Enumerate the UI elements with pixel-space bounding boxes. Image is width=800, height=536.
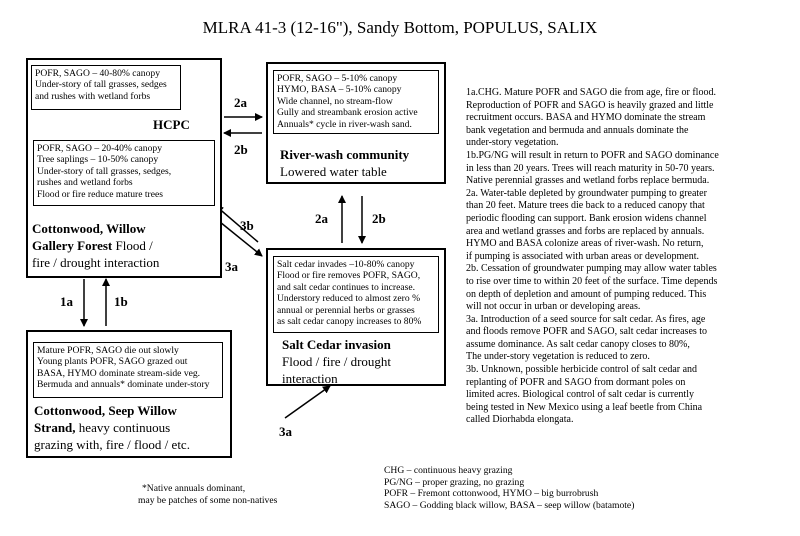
transition-line: if pumping is associated with urban areas or development. [466, 250, 699, 262]
transition-line: replanting of POFR and SAGO from dormant poles on [466, 376, 686, 388]
transitions-description [466, 87, 796, 427]
transition-line: 3b. Unknown, possible herbicide control of salt cedar and [466, 364, 698, 376]
footnote-line-1: *Native annuals dominant, [142, 483, 246, 494]
saltcedar-community-box [273, 256, 439, 333]
footnote-line-2: may be patches of some non-natives [138, 494, 278, 506]
saltcedar-line-4: Understory reduced to almost zero % [277, 293, 421, 305]
legend-line-1: CHG – continuous heavy grazing [384, 465, 513, 476]
transition-line: called Diorhabda elongata. [466, 414, 574, 426]
transition-line: 2a. Water-table depleted by groundwater pumping to greater [466, 187, 707, 199]
transition-line: periodic flooding can support. Bank erosion widens channel [466, 212, 707, 224]
seepwillow-name-line-2 [34, 419, 230, 436]
abbreviation-legend [384, 465, 634, 511]
saltcedar-state-name [282, 336, 391, 387]
seepwillow-line-4: Bermuda and annuals* dominate under-story [37, 379, 210, 391]
transition-line: to rise over time to within 20 feet of the surface. Time depends [466, 275, 718, 287]
saltcedar-line-1: Salt cedar invades –10-80% canopy [277, 259, 415, 270]
diagram-title: MLRA 41-3 (12-16"), Sandy Bottom, POPULUS, SALIX [202, 18, 598, 37]
transition-line: under-story vegetation. [466, 137, 559, 149]
riverwash-state-box [266, 62, 446, 184]
transition-line: area and wetland grasses and forbs are replaced by annuals. [466, 225, 705, 237]
seepwillow-name-rest-2: grazing with, fire / flood / etc. [34, 437, 190, 452]
hcpc-top-community-box [31, 65, 181, 110]
seepwillow-name-rest-1: heavy continuous [78, 420, 171, 435]
hcpc-top-line-1: POFR, SAGO – 40-80% canopy [35, 68, 160, 79]
riverwash-line-4: Gully and streambank erosion active [277, 107, 418, 119]
hcpc-label: HCPC [153, 117, 190, 132]
hcpc-state-name [32, 220, 220, 271]
seepwillow-name-bold-1: Cottonwood, Seep Willow [34, 403, 177, 418]
transition-line: being tested in New Mexico using a leaf beetle from China [466, 401, 703, 413]
transition-line: recruitment occurs. BASA and HYMO dominate the stream [466, 112, 706, 124]
legend-line-3: POFR – Fremont cottonwood, HYMO – big burrobrush [384, 488, 599, 500]
seepwillow-line-2: Young plants POFR, SAGO grazed out [37, 356, 188, 368]
saltcedar-line-6: as salt cedar canopy increases to 80% [277, 316, 422, 328]
riverwash-name-bold: River-wash community [280, 147, 410, 162]
hcpc-mid-line-1: POFR, SAGO – 20-40% canopy [37, 143, 162, 154]
label-2a-mid: 2a [315, 211, 328, 226]
hcpc-mid-line-2: Tree saplings – 10-50% canopy [37, 154, 159, 166]
label-1b: 1b [114, 294, 128, 309]
hcpc-mid-line-4: rushes and wetland forbs [37, 177, 133, 189]
transition-line: will not occur in urban or developing areas. [466, 301, 641, 313]
saltcedar-line-3: and salt cedar continues to increase. [277, 281, 415, 293]
saltcedar-name-bold: Salt Cedar invasion [282, 337, 391, 352]
transition-line: 1b.PG/NG will result in return to POFR and SAGO dominance [466, 149, 719, 161]
hcpc-mid-community-box [33, 140, 215, 206]
legend-line-2: PG/NG – proper grazing, no grazing [384, 476, 525, 488]
seepwillow-state-box [26, 330, 232, 458]
saltcedar-line-2: Flood or fire removes POFR, SAGO, [277, 270, 421, 282]
hcpc-mid-line-3: Under-story of tall grasses, sedges, [37, 165, 172, 177]
seepwillow-line-3: BASA, HYMO dominate stream-side veg. [37, 367, 201, 379]
hcpc-name-bold-1: Cottonwood, Willow [32, 221, 146, 236]
transition-line: Native perennial grasses and wetland forbs replace bermuda. [466, 175, 710, 187]
riverwash-community-box [273, 70, 439, 134]
label-2a-top: 2a [234, 95, 247, 110]
transition-line: Reproduction of POFR and SAGO is heavily grazed and little [466, 99, 714, 111]
hcpc-mid-line-5: Flood or fire reduce mature trees [37, 188, 163, 200]
transition-line: than 20 feet. Mature trees die back to a reduced canopy that [466, 200, 705, 212]
riverwash-line-2: HYMO, BASA – 5-10% canopy [277, 84, 402, 96]
transition-line: in less than 20 years. Trees will reach maturity in 50-70 years. [466, 162, 715, 174]
hcpc-top-line-3: and rushes with wetland forbs [35, 90, 151, 102]
transition-line: bank vegetation and bermuda and annuals dominate the [466, 124, 689, 136]
label-3a-upper: 3a [225, 259, 238, 274]
hcpc-state-box [26, 58, 222, 278]
saltcedar-name-rest-1: Flood / fire / drought [282, 354, 392, 369]
seepwillow-name-bold-2: Strand, [34, 420, 76, 435]
arrow-3a-lower [285, 386, 330, 418]
transition-line: 2b. Cessation of groundwater pumping may allow water tables [466, 263, 717, 275]
riverwash-line-1: POFR, SAGO – 5-10% canopy [277, 73, 398, 84]
transition-line: 1a.CHG. Mature POFR and SAGO die from age, fire or flood. [466, 87, 716, 98]
riverwash-name-rest: Lowered water table [280, 164, 387, 179]
transition-line: limited acres. Biological control of salt cedar is currently [466, 389, 694, 401]
transition-line: HYMO and BASA colonize areas of river-wash. No return, [466, 238, 704, 250]
transition-line: The under-story vegetation is reduced to zero. [466, 351, 650, 363]
hcpc-name-rest-1: Flood / [115, 238, 153, 253]
hcpc-name-line-2 [32, 237, 220, 254]
label-2b-mid: 2b [372, 211, 386, 226]
riverwash-line-5: Annuals* cycle in river-wash sand. [277, 118, 412, 130]
hcpc-name-bold-2: Gallery Forest [32, 238, 113, 253]
label-3a-lower: 3a [279, 424, 292, 439]
seepwillow-community-box [33, 342, 223, 398]
legend-line-4: SAGO – Godding black willow, BASA – seep willow (batamote) [384, 499, 635, 511]
transition-line: 3a. Introduction of a seed source for salt cedar. As fires, age [466, 313, 706, 325]
hcpc-top-line-2: Under-story of tall grasses, sedges [35, 79, 167, 91]
seepwillow-line-1: Mature POFR, SAGO die out slowly [37, 345, 179, 356]
seepwillow-state-name [34, 402, 230, 453]
label-3b: 3b [240, 218, 254, 233]
hcpc-name-rest-2: fire / drought interaction [32, 255, 160, 270]
saltcedar-line-5: annual or perennial herbs or grasses [277, 304, 415, 316]
saltcedar-name-rest-2: interaction [282, 371, 338, 386]
transition-line: on depth of depletion and amount of pumping reduced. This [466, 288, 707, 300]
transition-line: assume dominance. As salt cedar canopy closes to 80%, [466, 338, 690, 350]
label-1a: 1a [60, 294, 73, 309]
label-2b-top: 2b [234, 142, 248, 157]
riverwash-state-name [280, 146, 409, 180]
transition-line: and floods remove POFR and SAGO, salt cedar increases to [466, 326, 708, 338]
saltcedar-state-box [266, 248, 446, 386]
riverwash-line-3: Wide channel, no stream-flow [277, 95, 393, 107]
annuals-footnote [138, 483, 277, 506]
